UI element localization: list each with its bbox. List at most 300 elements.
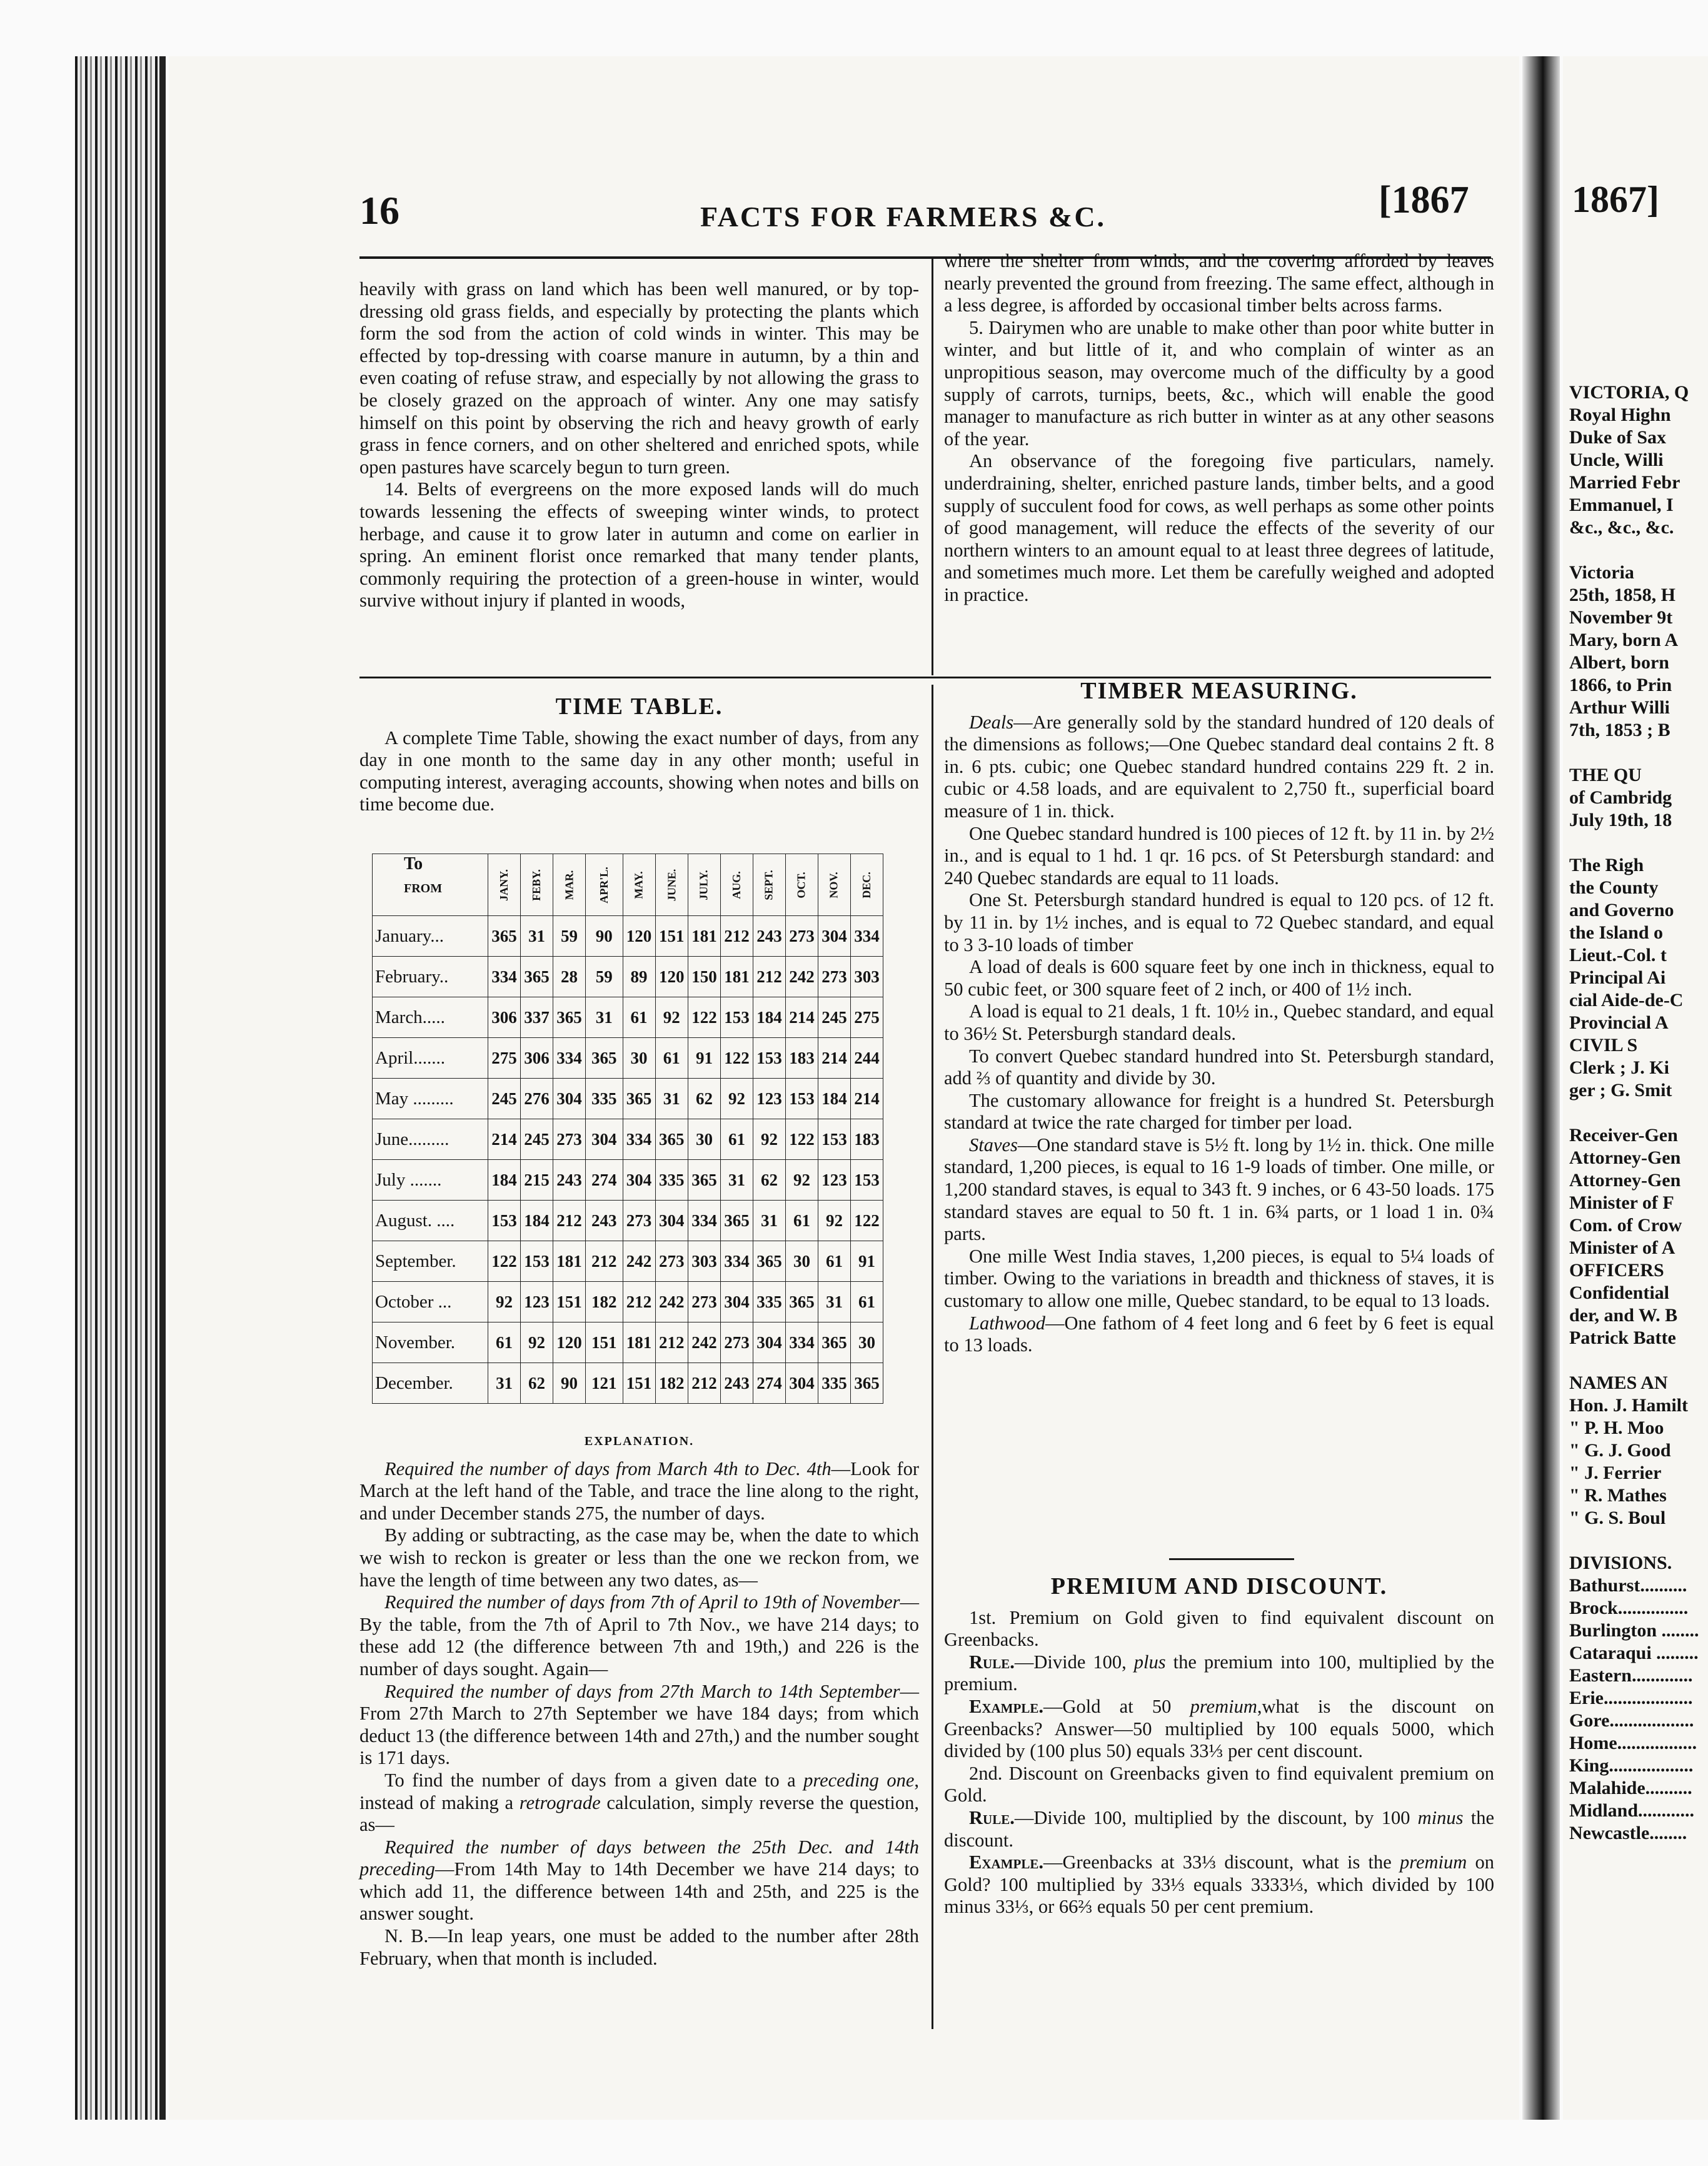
paragraph-manuring: heavily with grass on land which has been well manured, or by top-dressing old grass fields, and especially by protecting the plants which form the sod from the action of cold winds in winter. This may be effected by top-dressing with coarse manure in autumn, by a thin and even coating of refuse straw, and especially by not allowing the grass to be closely grazed on the approach of winter. Any one may satisfy himself on this point by observing the rich and heavy growth of early grass in fence corners, and on other sheltered and enriched spots, while open pastures have scarcely begun to turn green. xyxy=(359,278,919,478)
day-count-cell: 334 xyxy=(688,1201,721,1241)
day-count-cell: 273 xyxy=(553,1119,586,1160)
time-table-row xyxy=(373,1201,883,1241)
day-count-cell: 123 xyxy=(753,1079,786,1119)
time-table-explanation xyxy=(359,1424,919,1970)
paragraph-quebec-hundred: One Quebec standard hundred is 100 pieces of 12 ft. by 11 in. by 2½ in., and is equal to 1 hd. 1 qr. 16 pcs. of St Petersburgh standard: and 240 Quebec standards are equal to 11 loads. xyxy=(944,822,1494,889)
day-count-cell: 306 xyxy=(488,997,521,1038)
day-count-cell: 153 xyxy=(786,1079,818,1119)
facing-page-line: July 19th, 18 xyxy=(1569,810,1672,830)
day-count-cell: 61 xyxy=(818,1241,851,1282)
facing-page-line: Minister of A xyxy=(1569,1237,1675,1258)
day-count-cell: 90 xyxy=(553,1363,586,1404)
column-header-jul xyxy=(688,854,721,916)
facing-page-line: Minister of F xyxy=(1569,1192,1674,1213)
day-count-cell: 181 xyxy=(553,1241,586,1282)
running-year: [1867 xyxy=(1379,179,1469,221)
facing-page-line: Receiver-Gen xyxy=(1569,1125,1678,1146)
facing-page-line: Duke of Sax xyxy=(1569,427,1667,448)
book-page-edges xyxy=(75,56,163,2120)
day-count-cell: 365 xyxy=(623,1079,655,1119)
day-count-cell: 150 xyxy=(688,957,721,997)
facing-page-line: OFFICERS xyxy=(1569,1260,1664,1281)
day-count-cell: 334 xyxy=(721,1241,753,1282)
facing-page-line: 1866, to Prin xyxy=(1569,675,1672,695)
day-count-cell: 365 xyxy=(851,1363,883,1404)
day-count-cell: 123 xyxy=(521,1282,553,1322)
row-label: March..... xyxy=(373,997,488,1038)
column-header-text: APR'L. xyxy=(597,866,610,904)
facing-page-line: Royal Highn xyxy=(1569,405,1671,425)
facing-page-line: CIVIL S xyxy=(1569,1035,1638,1055)
day-count-cell: 91 xyxy=(688,1038,721,1079)
day-count-cell: 335 xyxy=(818,1363,851,1404)
text-run: the premium into 100, multiplied by the premium. xyxy=(944,1651,1494,1695)
paragraph-discount-greenbacks: 2nd. Discount on Greenbacks given to find equivalent premium on Gold. xyxy=(944,1762,1494,1806)
time-table xyxy=(372,854,883,1404)
facing-page-line: Attorney-Gen xyxy=(1569,1170,1681,1191)
day-count-cell: 30 xyxy=(623,1038,655,1079)
day-count-cell: 365 xyxy=(818,1322,851,1363)
time-table-heading: TIME TABLE. xyxy=(555,693,723,720)
day-count-cell: 30 xyxy=(851,1322,883,1363)
day-count-cell: 212 xyxy=(586,1241,623,1282)
day-count-cell: 212 xyxy=(623,1282,655,1322)
row-label: June......... xyxy=(373,1119,488,1160)
day-count-cell: 61 xyxy=(786,1201,818,1241)
column-header-text: SEPT. xyxy=(763,869,776,900)
facing-page-line: DIVISIONS. xyxy=(1569,1553,1672,1573)
day-count-cell: 184 xyxy=(753,997,786,1038)
column-header-text: AUG. xyxy=(730,870,743,899)
day-count-cell: 243 xyxy=(553,1160,586,1201)
facing-page-line: Com. of Crow xyxy=(1569,1215,1682,1236)
text-run: on Gold? 100 multiplied by 33⅓ equals 3333⅓, which divided by 100 minus 33⅓, or 66⅔ equals 50 per cent premium. xyxy=(944,1851,1494,1918)
day-count-cell: 184 xyxy=(818,1079,851,1119)
day-count-cell: 365 xyxy=(753,1241,786,1282)
term-label: Lathwood xyxy=(969,1312,1046,1334)
facing-page-line: NAMES AN xyxy=(1569,1373,1668,1393)
time-table-intro: A complete Time Table, showing the exact number of days, from any day in one month to the same day in any other month; useful in computing interest, averaging accounts, showing when notes and bills on time become due. xyxy=(359,727,919,815)
column-header-text: OCT. xyxy=(795,871,808,899)
facing-page-line: der, and W. B xyxy=(1569,1305,1678,1326)
premium-discount-section xyxy=(944,1571,1494,1918)
day-count-cell: 274 xyxy=(586,1160,623,1201)
example-march-december xyxy=(359,1458,919,1525)
running-title: FACTS FOR FARMERS &C. xyxy=(700,201,1107,233)
day-count-cell: 30 xyxy=(786,1241,818,1282)
time-table-row xyxy=(373,1282,883,1322)
day-count-cell: 304 xyxy=(786,1363,818,1404)
day-count-cell: 151 xyxy=(623,1363,655,1404)
time-table-corner xyxy=(373,854,488,916)
facing-page-line: Eastern............. xyxy=(1569,1665,1693,1686)
text-run: , instead of making a xyxy=(359,1769,919,1813)
day-count-cell: 62 xyxy=(688,1079,721,1119)
day-count-cell: 181 xyxy=(721,957,753,997)
day-count-cell: 153 xyxy=(488,1201,521,1241)
facing-page-line: Clerk ; J. Ki xyxy=(1569,1057,1669,1078)
day-count-cell: 303 xyxy=(688,1241,721,1282)
column-header-dec xyxy=(851,854,883,916)
example-answer: —From 14th May to 14th December we have 214 days; to which add 11, the difference between 14th and 25th, and 225 is the answer sought. xyxy=(359,1858,919,1925)
facing-page-line: " R. Mathes xyxy=(1569,1485,1667,1506)
rule-two xyxy=(944,1807,1494,1851)
day-count-cell: 212 xyxy=(553,1201,586,1241)
facing-page-text xyxy=(1563,381,1708,1845)
facing-page-line xyxy=(1569,832,1708,854)
column-header-apr xyxy=(586,854,623,916)
day-count-cell: 273 xyxy=(688,1282,721,1322)
facing-page-line: Erie................... xyxy=(1569,1688,1693,1708)
facing-page-line: " P. H. Moo xyxy=(1569,1418,1664,1438)
paragraph-shelter: where the shelter from winds, and the covering afforded by leaves nearly prevented the ground from freezing. The same effect, although in a less degree, is afforded by occasional timber belts across farms. xyxy=(944,250,1494,316)
facing-page-line: Lieut.-Col. t xyxy=(1569,945,1667,965)
term-text: —One fathom of 4 feet long and 6 feet by 6 feet is equal to 13 loads. xyxy=(944,1312,1494,1356)
term-text: —Are generally sold by the standard hundred of 120 deals of the dimensions as follows;—One Quebec standard deal contains 2 ft. 8 in. 6 pts. cubic; one Quebec standard hundred contains 229 ft. 2 in. cubic or 4.58 loads, and are equivalent to 2,750 ft., superficial board measure of 1 in. thick. xyxy=(944,711,1494,822)
text-run-italic: premium xyxy=(1190,1695,1257,1717)
facing-page-line: Midland............ xyxy=(1569,1800,1695,1821)
facing-page-line: cial Aide-de-C xyxy=(1569,990,1684,1010)
day-count-cell: 214 xyxy=(488,1119,521,1160)
column-header-text: FEBY. xyxy=(530,869,543,901)
day-count-cell: 31 xyxy=(655,1079,688,1119)
example-label: Example. xyxy=(969,1851,1043,1873)
day-count-cell: 151 xyxy=(655,916,688,957)
row-label: December. xyxy=(373,1363,488,1404)
day-count-cell: 212 xyxy=(688,1363,721,1404)
column-header-jun xyxy=(655,854,688,916)
facing-page-line: 7th, 1853 ; B xyxy=(1569,720,1670,740)
day-count-cell: 274 xyxy=(753,1363,786,1404)
day-count-cell: 214 xyxy=(818,1038,851,1079)
day-count-cell: 273 xyxy=(655,1241,688,1282)
example-march-september xyxy=(359,1681,919,1770)
leap-year-note: N. B.—In leap years, one must be added to the number after 28th February, when that month is included. xyxy=(359,1925,919,1969)
facing-page-line: Cataraqui ......... xyxy=(1569,1643,1699,1663)
facing-page-line: King.................. xyxy=(1569,1755,1694,1776)
time-table-row xyxy=(373,1038,883,1079)
facing-page-line: the Island o xyxy=(1569,922,1664,943)
time-table-row xyxy=(373,997,883,1038)
paragraph-petersburgh-hundred: One St. Petersburgh standard hundred is equal to 120 pcs. of 12 ft. by 11 in. by 1½ inches, and is equal to 72 Quebec standard, and equal to 3 3-10 loads of timber xyxy=(944,889,1494,955)
column-header-sep xyxy=(753,854,786,916)
row-label: February.. xyxy=(373,957,488,997)
day-count-cell: 182 xyxy=(586,1282,623,1322)
text-run-italic: plus xyxy=(1133,1651,1166,1673)
day-count-cell: 153 xyxy=(851,1160,883,1201)
time-table-row xyxy=(373,1079,883,1119)
rule-one xyxy=(944,1651,1494,1696)
day-count-cell: 365 xyxy=(655,1119,688,1160)
day-count-cell: 92 xyxy=(488,1282,521,1322)
text-run: ,what is the discount on Greenbacks? Answer—50 multiplied by 100 equals 5000, which divided by (100 plus 50) equals 33⅓ per cent discount. xyxy=(944,1695,1495,1762)
day-count-cell: 182 xyxy=(655,1363,688,1404)
column-header-text: MAR. xyxy=(563,870,575,900)
row-label: September. xyxy=(373,1241,488,1282)
text-run: —Divide 100, multiplied by the discount, by 100 xyxy=(1014,1806,1418,1828)
day-count-cell: 61 xyxy=(488,1322,521,1363)
day-count-cell: 273 xyxy=(818,957,851,997)
row-label: April....... xyxy=(373,1038,488,1079)
day-count-cell: 183 xyxy=(851,1119,883,1160)
text-run-italic: minus xyxy=(1417,1806,1464,1828)
day-count-cell: 304 xyxy=(553,1079,586,1119)
column-header-text: MAY. xyxy=(632,870,645,899)
day-count-cell: 214 xyxy=(786,997,818,1038)
example-one xyxy=(944,1696,1494,1763)
day-count-cell: 153 xyxy=(753,1038,786,1079)
timber-measuring-heading: TIMBER MEASURING. xyxy=(1080,678,1358,704)
corner-from-label: FROM xyxy=(404,882,443,895)
term-text: —One standard stave is 5½ ft. long by 1½ in. thick. One mille standard, 1,200 pieces, is equal to 16 1-9 loads of timber. One mille, or 1,200 standard staves, is equal to 343 ft. 9 inches, or 6 43-50 loads. 175 standard staves are equal to 50 ft. 1 in. 6¾ parts, or 1 load 1 in. 0¾ parts. xyxy=(944,1134,1494,1245)
day-count-cell: 365 xyxy=(488,916,521,957)
day-count-cell: 123 xyxy=(818,1160,851,1201)
facing-page-line xyxy=(1569,1529,1708,1552)
example-label: Example. xyxy=(969,1695,1043,1717)
facing-page-line: " G. J. Good xyxy=(1569,1440,1671,1461)
day-count-cell: 183 xyxy=(786,1038,818,1079)
term-label: Staves xyxy=(969,1134,1018,1156)
day-count-cell: 214 xyxy=(851,1079,883,1119)
column-divider-bottom xyxy=(932,685,933,2029)
facing-page-line: Provincial A xyxy=(1569,1012,1669,1033)
day-count-cell: 122 xyxy=(721,1038,753,1079)
paragraph-staves xyxy=(944,1134,1494,1246)
day-count-cell: 245 xyxy=(521,1119,553,1160)
facing-page-line: Uncle, Willi xyxy=(1569,450,1664,470)
day-count-cell: 304 xyxy=(721,1282,753,1322)
day-count-cell: 244 xyxy=(851,1038,883,1079)
day-count-cell: 59 xyxy=(586,957,623,997)
day-count-cell: 334 xyxy=(786,1322,818,1363)
facing-page-line: Bathurst.......... xyxy=(1569,1575,1687,1596)
time-table-row xyxy=(373,1160,883,1201)
day-count-cell: 92 xyxy=(753,1119,786,1160)
time-table-row xyxy=(373,1322,883,1363)
facing-page-line: Attorney-Gen xyxy=(1569,1147,1681,1168)
day-count-cell: 304 xyxy=(623,1160,655,1201)
premium-separator xyxy=(1169,1558,1294,1560)
day-count-cell: 62 xyxy=(521,1363,553,1404)
example-question: Required the number of days from 7th of April to 19th of November xyxy=(384,1591,900,1613)
time-table-body xyxy=(373,916,883,1404)
top-right-column xyxy=(944,250,1494,607)
day-count-cell: 31 xyxy=(721,1160,753,1201)
day-count-cell: 275 xyxy=(488,1038,521,1079)
day-count-cell: 184 xyxy=(488,1160,521,1201)
column-header-text: JULY. xyxy=(698,869,711,900)
day-count-cell: 30 xyxy=(688,1119,721,1160)
day-count-cell: 334 xyxy=(623,1119,655,1160)
text-run: —Gold at 50 xyxy=(1043,1695,1190,1717)
example-question: Required the number of days from 27th March to 14th September xyxy=(384,1680,900,1702)
facing-page-line: the County xyxy=(1569,877,1659,898)
text-run: the discount. xyxy=(944,1806,1495,1851)
day-count-cell: 184 xyxy=(521,1201,553,1241)
day-count-cell: 91 xyxy=(851,1241,883,1282)
day-count-cell: 122 xyxy=(851,1201,883,1241)
facing-page-line: and Governo xyxy=(1569,900,1674,920)
facing-page-year: 1867] xyxy=(1572,179,1659,220)
facing-page-line: Mary, born A xyxy=(1569,630,1679,650)
facing-page-line: Brock............... xyxy=(1569,1598,1689,1618)
facing-page-line: of Cambridg xyxy=(1569,787,1672,808)
day-count-cell: 245 xyxy=(488,1079,521,1119)
facing-page-line: Albert, born xyxy=(1569,652,1669,673)
day-count-cell: 153 xyxy=(521,1241,553,1282)
book-gutter xyxy=(1522,56,1560,2120)
facing-page-line: Home................. xyxy=(1569,1733,1697,1753)
facing-page-line: Arthur Willi xyxy=(1569,697,1670,718)
row-label: May ......... xyxy=(373,1079,488,1119)
facing-page-line: 25th, 1858, H xyxy=(1569,585,1676,605)
column-header-nov xyxy=(818,854,851,916)
facing-page-line: VICTORIA, Q xyxy=(1569,382,1689,403)
text-run-italic: preceding one xyxy=(803,1769,915,1791)
facing-page-line: Emmanuel, I xyxy=(1569,495,1674,515)
facing-page-line: Burlington ........ xyxy=(1569,1620,1699,1641)
day-count-cell: 243 xyxy=(753,916,786,957)
day-count-cell: 273 xyxy=(786,916,818,957)
example-answer: —By the table, from the 7th of April to 7th Nov., we have 214 days; to these add 12 (the difference between 7th and 19th,) and 226 is the number of days sought. Again— xyxy=(359,1591,919,1680)
time-table-row xyxy=(373,916,883,957)
day-count-cell: 122 xyxy=(786,1119,818,1160)
explanation-heading: EXPLANATION. xyxy=(584,1434,695,1448)
day-count-cell: 122 xyxy=(488,1241,521,1282)
day-count-cell: 365 xyxy=(786,1282,818,1322)
day-count-cell: 365 xyxy=(586,1038,623,1079)
term-label: Deals xyxy=(969,711,1014,733)
facing-page-line: Gore.................. xyxy=(1569,1710,1694,1731)
day-count-cell: 243 xyxy=(586,1201,623,1241)
day-count-cell: 303 xyxy=(851,957,883,997)
column-header-text: DEC. xyxy=(860,871,873,899)
facing-page-line: " J. Ferrier xyxy=(1569,1463,1662,1483)
rule-label: Rule. xyxy=(969,1806,1015,1828)
day-count-cell: 242 xyxy=(623,1241,655,1282)
day-count-cell: 212 xyxy=(721,916,753,957)
day-count-cell: 243 xyxy=(721,1363,753,1404)
day-count-cell: 181 xyxy=(623,1322,655,1363)
top-left-column xyxy=(359,278,919,612)
day-count-cell: 335 xyxy=(655,1160,688,1201)
paragraph-deals xyxy=(944,712,1494,823)
day-count-cell: 304 xyxy=(753,1322,786,1363)
time-table-row xyxy=(373,957,883,997)
day-count-cell: 92 xyxy=(786,1160,818,1201)
day-count-cell: 334 xyxy=(851,916,883,957)
paragraph-convert: To convert Quebec standard hundred into St. Petersburgh standard, add ⅔ of quantity and divide by 30. xyxy=(944,1045,1494,1089)
facing-page-fragment xyxy=(1563,56,1708,2120)
day-count-cell: 92 xyxy=(521,1322,553,1363)
day-count-cell: 334 xyxy=(553,1038,586,1079)
day-count-cell: 212 xyxy=(655,1322,688,1363)
day-count-cell: 92 xyxy=(721,1079,753,1119)
paragraph-west-india-staves: One mille West India staves, 1,200 pieces, is equal to 5¼ loads of timber. Owing to the variations in breadth and thickness of staves, it is customary to allow one mille, Quebec standard, to be equal to 13 loads. xyxy=(944,1245,1494,1312)
day-count-cell: 335 xyxy=(586,1079,623,1119)
time-table-row xyxy=(373,1119,883,1160)
facing-page-line: THE QU xyxy=(1569,765,1642,785)
column-header-feb xyxy=(521,854,553,916)
facing-page-line xyxy=(1569,539,1708,562)
day-count-cell: 276 xyxy=(521,1079,553,1119)
paragraph-adding-subtracting: By adding or subtracting, as the case may be, when the date to which we wish to reckon is greater or less than the one we reckon from, we have the length of time between any two dates, as— xyxy=(359,1524,919,1591)
facing-page-line: Patrick Batte xyxy=(1569,1327,1676,1348)
day-count-cell: 304 xyxy=(586,1119,623,1160)
day-count-cell: 89 xyxy=(623,957,655,997)
time-table-row xyxy=(373,1241,883,1282)
text-run: —Divide 100, xyxy=(1014,1651,1134,1673)
column-header-may xyxy=(623,854,655,916)
text-run: —Greenbacks at 33⅓ discount, what is the xyxy=(1043,1851,1400,1873)
day-count-cell: 61 xyxy=(623,997,655,1038)
day-count-cell: 245 xyxy=(818,997,851,1038)
row-label: October ... xyxy=(373,1282,488,1322)
paragraph-freight: The customary allowance for freight is a hundred St. Petersburgh standard at twice the rate charged for timber per load. xyxy=(944,1089,1494,1134)
facing-page-line: November 9t xyxy=(1569,607,1673,628)
day-count-cell: 273 xyxy=(623,1201,655,1241)
facing-page-line xyxy=(1569,742,1708,764)
day-count-cell: 153 xyxy=(721,997,753,1038)
day-count-cell: 92 xyxy=(818,1201,851,1241)
facing-page-line: Hon. J. Hamilt xyxy=(1569,1395,1689,1416)
paragraph-dairymen: 5. Dairymen who are unable to make other than poor white butter in winter, and but little of it, and who complain of winter as an unpropitious season, may overcome much of the difficulty by a good supply of carrots, turnips, beets, &c., which will enable the good manager to manufacture as rich butter in winter as at any other seasons of the year. xyxy=(944,316,1494,450)
column-header-text: JANY. xyxy=(497,869,510,901)
example-answer: —From 27th March to 27th September we have 184 days; from which deduct 13 (the difference between 14th and 27th,) and the number sought is 171 days. xyxy=(359,1680,919,1769)
day-count-cell: 61 xyxy=(851,1282,883,1322)
day-count-cell: 122 xyxy=(688,997,721,1038)
day-count-cell: 120 xyxy=(553,1322,586,1363)
day-count-cell: 242 xyxy=(688,1322,721,1363)
day-count-cell: 273 xyxy=(721,1322,753,1363)
paragraph-observance: An observance of the foregoing five particulars, namely. underdraining, shelter, enriched pasture lands, timber belts, and a good supply of succulent food for cows, as well perhaps as some other points of good management, will reduce the effects of the severity of our northern winters to an amount equal to at least three degrees of latitude, and sometimes much more. Let them be carefully weighed and adopted in practice. xyxy=(944,450,1494,605)
facing-page-line: The Righ xyxy=(1569,855,1644,875)
day-count-cell: 31 xyxy=(586,997,623,1038)
premium-discount-heading: PREMIUM AND DISCOUNT. xyxy=(1050,1573,1388,1599)
example-december-may xyxy=(359,1836,919,1925)
day-count-cell: 121 xyxy=(586,1363,623,1404)
day-count-cell: 242 xyxy=(655,1282,688,1322)
facing-page-line: Principal Ai xyxy=(1569,967,1666,988)
facing-page-line: ger ; G. Smit xyxy=(1569,1080,1672,1101)
facing-page-line xyxy=(1569,1349,1708,1372)
page-number: 16 xyxy=(359,188,399,233)
example-question: Required the number of days between the 25th Dec. and 14th preceding xyxy=(359,1836,919,1880)
day-count-cell: 337 xyxy=(521,997,553,1038)
text-run-italic: premium xyxy=(1400,1851,1467,1873)
column-header-jan xyxy=(488,854,521,916)
text-run-italic: retrograde xyxy=(519,1791,601,1813)
paragraph-preceding-date xyxy=(359,1770,919,1836)
column-divider-top xyxy=(932,256,933,675)
day-count-cell: 151 xyxy=(553,1282,586,1322)
day-count-cell: 306 xyxy=(521,1038,553,1079)
day-count-cell: 153 xyxy=(818,1119,851,1160)
day-count-cell: 365 xyxy=(521,957,553,997)
day-count-cell: 215 xyxy=(521,1160,553,1201)
day-count-cell: 365 xyxy=(688,1160,721,1201)
facing-page-line: Newcastle........ xyxy=(1569,1823,1687,1843)
day-count-cell: 92 xyxy=(655,997,688,1038)
day-count-cell: 275 xyxy=(851,997,883,1038)
time-table-intro-block xyxy=(359,691,919,816)
day-count-cell: 31 xyxy=(753,1201,786,1241)
day-count-cell: 61 xyxy=(655,1038,688,1079)
day-count-cell: 334 xyxy=(488,957,521,997)
facing-page-line: Confidential xyxy=(1569,1282,1670,1303)
day-count-cell: 120 xyxy=(623,916,655,957)
column-header-text: NOV. xyxy=(828,871,841,899)
